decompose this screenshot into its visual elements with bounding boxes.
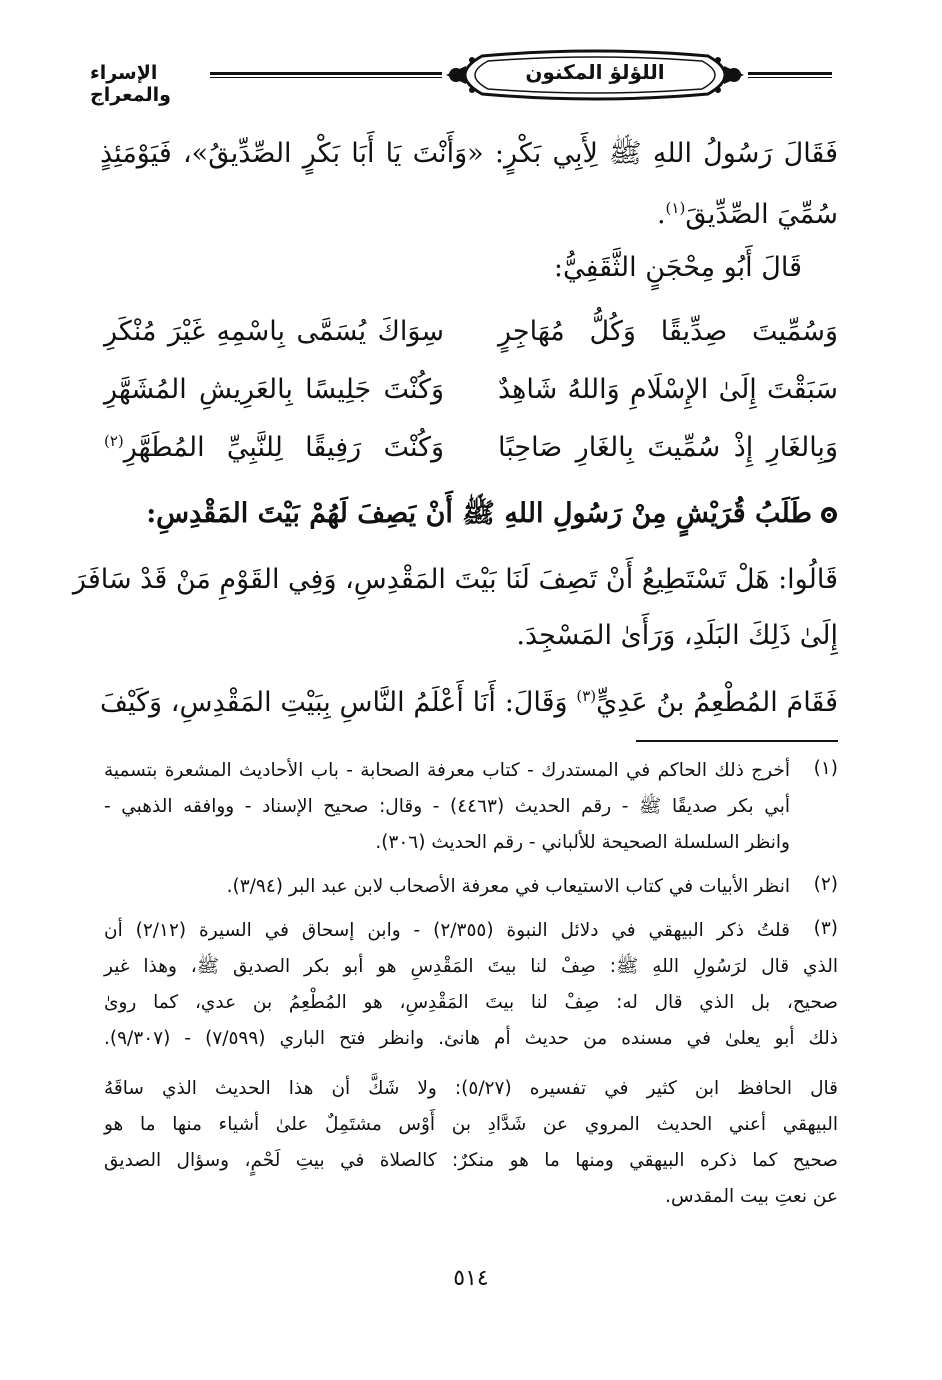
paragraph-line: إِلَىٰ ذَلِكَ البَلَدِ، وَرَأَىٰ المَسْجِدَ.	[516, 620, 838, 651]
paragraph-line: فَقَالَ رَسُولُ اللهِ ﷺ لِأَبِي بَكْرٍ: «وَأَنْتَ يَا أَبَا بَكْرٍ الصِّدِّيقُ»، فَيَوْمَئِذٍ	[100, 138, 838, 169]
verse-first-hemistich: سَبَقْتَ إِلَىٰ الإِسْلَامِ وَاللهُ شَاهِدٌ	[498, 374, 838, 405]
footnote-ref: (٣)	[576, 687, 597, 705]
verse-second-hemistich: وَكُنْتَ جَلِيسًا بِالعَرِيشِ المُشَهَّرِ	[104, 374, 444, 405]
footnote-number: (١)	[813, 758, 838, 779]
footnote-line: قال الحافظ ابن كثير في تفسيره (٥/٢٧): ولا شَكَّ أن هذا الحديث الذي ساقَهُ	[104, 1078, 838, 1099]
footnote-ref: (٢)	[104, 432, 124, 450]
footnote-number: (٣)	[813, 918, 838, 939]
footnote-line: وانظر السلسلة الصحيحة للألباني - رقم الحديث (٣٠٦).	[375, 832, 790, 853]
heading-text: طَلَبُ قُرَيْشٍ مِنْ رَسُولِ اللهِ ﷺ أَنْ يَصِفَ لَهُمْ بَيْتَ المَقْدِسِ:	[146, 498, 812, 529]
header-rule-left	[210, 72, 442, 75]
footnote-line: الذي قال لرَسُولِ اللهِ ﷺ: صِفْ لنا بيتَ المَقْدِسِ هو أبو بكر الصديق ﷺ، وهذا غير	[104, 956, 838, 977]
verse-second-hemistich	[104, 432, 444, 463]
footnote-line: صحيح كما ذكره البيهقي ومنها ما هو منكرٌ: كالصلاة في بيتِ لَحْمٍ، وسؤال الصديق	[104, 1150, 838, 1171]
paragraph-line	[657, 188, 838, 235]
verse-text: وَكُنْتَ رَفِيقًا لِلنَّبِيِّ المُطَهَّرِ	[123, 432, 444, 463]
footnote-number: (٢)	[813, 874, 838, 895]
footnote-ref: (١)	[665, 199, 686, 217]
paragraph-line: قَالُوا: هَلْ تَسْتَطِيعُ أَنْ تَصِفَ لَنَا بَيْتَ المَقْدِسِ، وَفِي القَوْمِ مَنْ قَدْ سَافَرَ	[72, 564, 838, 595]
page-number: ٥١٤	[453, 1266, 489, 1291]
paragraph-text: سُمِّيَ الصِّدِّيقَ	[685, 199, 838, 230]
footnote-line: أبي بكر صديقًا ﷺ - رقم الحديث (٤٤٦٣) - وقال: صحيح الإسناد - ووافقه الذهبي -	[104, 796, 790, 817]
footnote-line: صحيح، بل الذي قال له: صِفْ لنا بيتَ المَقْدِسِ، هو المُطْعِمُ بن عدي، كما روىٰ	[104, 992, 838, 1013]
footnote-separator	[636, 740, 838, 742]
footnote-line: البيهقي أعني الحديث المروي عن شَدَّادِ بن أَوْس مشتَمِلٌ علىٰ أشياء منها ما هو	[104, 1114, 838, 1135]
verse-first-hemistich: وَسُمِّيتَ صِدِّيقًا وَكُلُّ مُهَاجِرٍ	[498, 316, 838, 347]
footnote-line: انظر الأبيات في كتاب الاستيعاب في معرفة الأصحاب لابن عبد البر (٣/٩٤).	[226, 876, 790, 897]
verse-first-hemistich: وَبِالغَارِ إِذْ سُمِّيتَ بِالغَارِ صَاحِبًا	[498, 432, 838, 463]
verse-second-hemistich: سِوَاكَ يُسَمَّى بِاسْمِهِ غَيْرَ مُنْكَرِ	[104, 316, 444, 347]
footnote-line: قلتُ ذكر البيهقي في دلائل النبوة (٢/٣٥٥) - وابن إسحاق في السيرة (٢/١٢) أن	[104, 920, 790, 941]
footnote-line: عن نعتِ بيت المقدس.	[665, 1186, 838, 1207]
book-title-cartouche	[442, 48, 748, 102]
paragraph-line	[100, 676, 838, 723]
paragraph-text: فَقَامَ المُطْعِمُ بنُ عَدِيٍّ	[596, 687, 838, 718]
section-heading	[146, 494, 838, 534]
footnote-line: أخرج ذلك الحاكم في المستدرك - كتاب معرفة الصحابة - باب الأحاديث المشعرة بتسمية	[104, 760, 790, 781]
rosette-bullet-icon	[820, 506, 838, 524]
paragraph-text: .	[656, 199, 666, 230]
book-title: اللؤلؤ المكنون	[525, 60, 665, 84]
poet-intro: قَالَ أَبُو مِحْجَنٍ الثَّقَفِيُّ:	[553, 252, 802, 283]
footnote-line: ذلك أبو يعلىٰ في مسنده من حديث أم هانئ. وانظر فتح الباري (٧/٥٩٩) - (٩/٣٠٧).	[104, 1028, 838, 1049]
paragraph-text: وَقَالَ: أَنَا أَعْلَمُ النَّاسِ بِبَيْتِ المَقْدِسِ، وَكَيْفَ	[100, 687, 568, 718]
section-title: الإسراء والمعراج	[90, 62, 171, 106]
running-header	[90, 48, 832, 104]
header-rule-right	[748, 72, 832, 75]
